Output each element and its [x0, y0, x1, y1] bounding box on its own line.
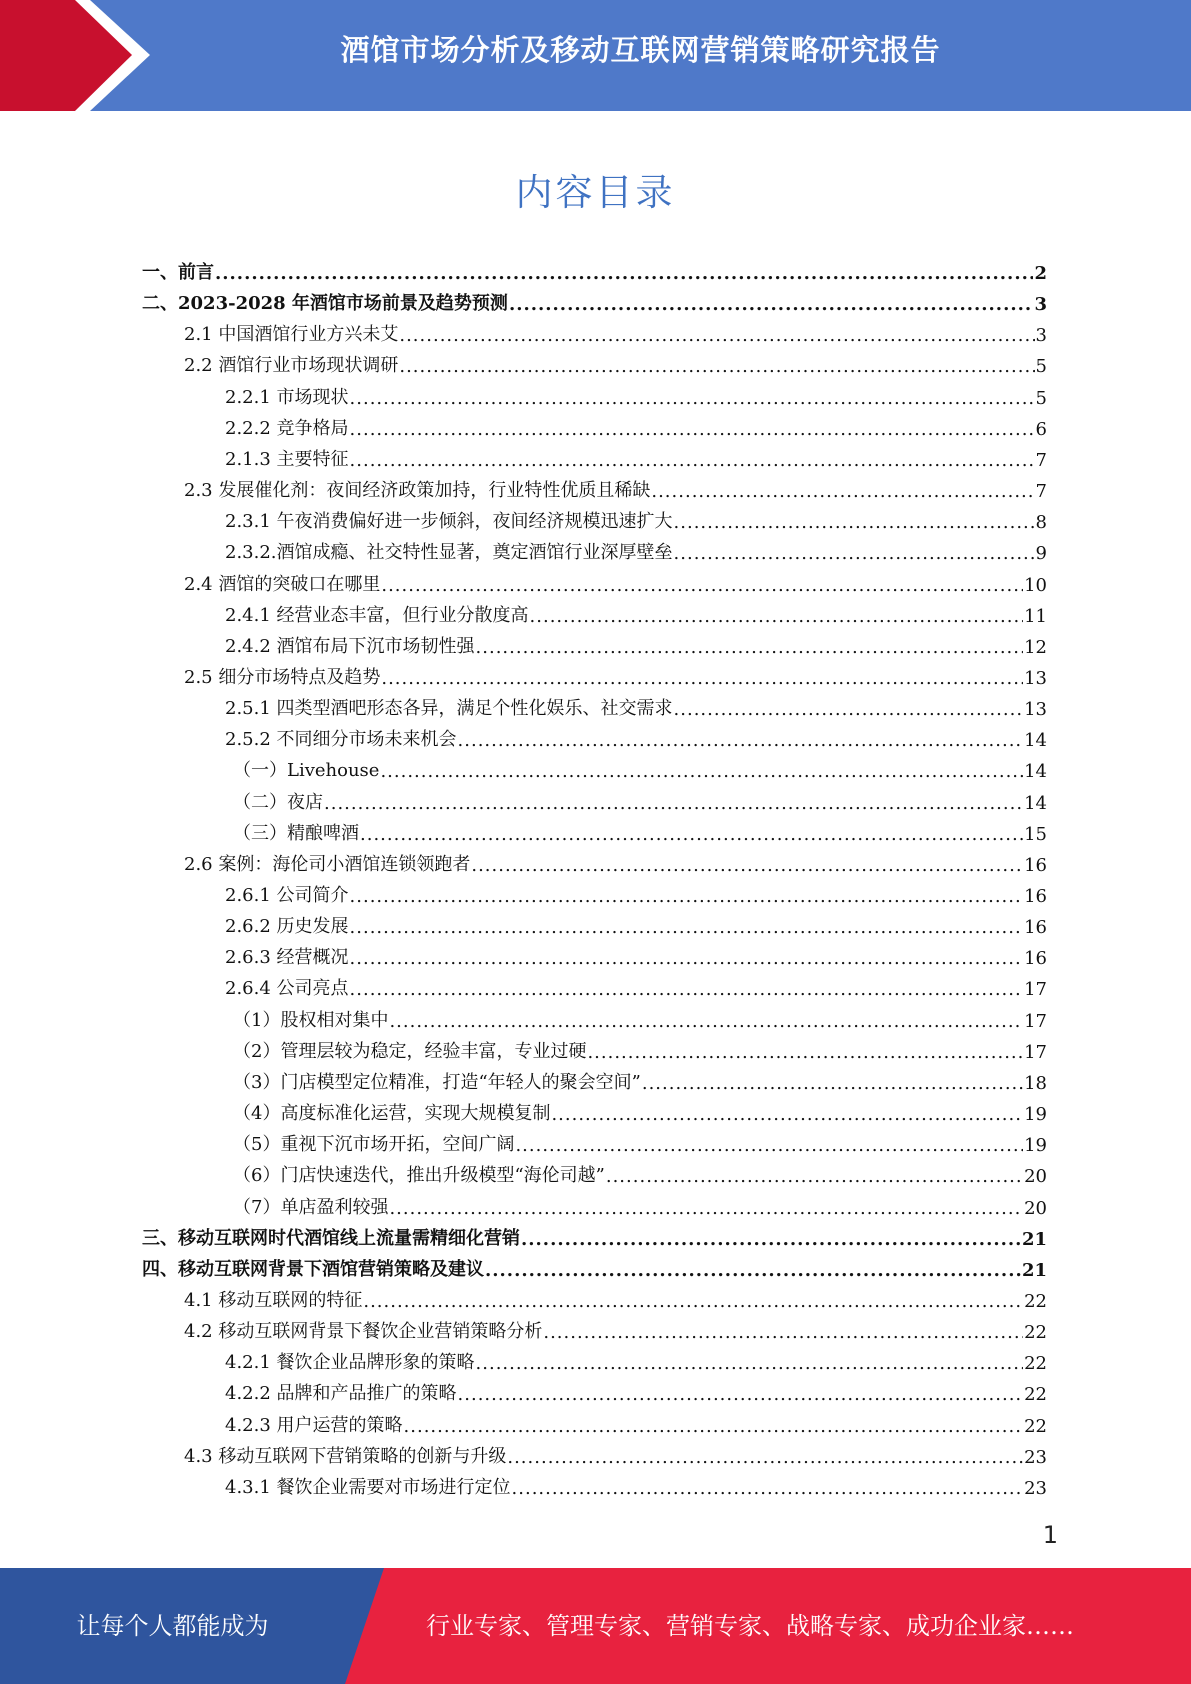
- toc-entry[interactable]: [233, 783, 1047, 814]
- toc-entry-label: 2.3.2.酒馆成瘾、社交特性显著，奠定酒馆行业深厚壁垒: [225, 542, 673, 563]
- toc-entry-label: （5）重视下沉市场开拓，空间广阔: [233, 1134, 515, 1155]
- toc-entry-page: 13: [1024, 699, 1047, 720]
- toc-dot-leader: [512, 1478, 1024, 1499]
- toc-entry-page: 16: [1024, 855, 1047, 876]
- toc-entry-page: 11: [1024, 606, 1047, 627]
- toc-entry[interactable]: [233, 1156, 1047, 1187]
- toc-entry-label: 2.6.3 经营概况: [225, 947, 349, 968]
- footer-slogan-right: 行业专家、管理专家、营销专家、战略专家、成功企业家……: [426, 1612, 1074, 1640]
- toc-dot-leader: [363, 1291, 1023, 1312]
- toc-entry-page: 3: [1035, 325, 1047, 346]
- toc-entry-page: 22: [1024, 1384, 1047, 1405]
- toc-entry-label: （7）单店盈利较强: [233, 1197, 389, 1218]
- toc-entry[interactable]: [184, 1312, 1047, 1343]
- toc-entry-page: 23: [1024, 1447, 1047, 1468]
- report-title: 酒馆市场分析及移动互联网营销策略研究报告: [340, 33, 941, 67]
- toc-entry-label: 2.2 酒馆行业市场现状调研: [184, 355, 399, 376]
- toc-entry-label: 2.5.1 四类型酒吧形态各异，满足个性化娱乐、社交需求: [225, 698, 673, 719]
- toc-entry-page: 17: [1024, 979, 1047, 1000]
- toc-dot-leader: [642, 1073, 1023, 1094]
- toc-entry[interactable]: [184, 1437, 1047, 1468]
- toc-dot-leader: [389, 1011, 1023, 1032]
- toc-entry-label: 4.3 移动互联网下营销策略的创新与升级: [184, 1446, 507, 1467]
- toc-dot-leader: [350, 917, 1024, 938]
- toc-entry-page: 5: [1035, 356, 1047, 377]
- toc-entry-label: （2）管理层较为稳定，经验丰富，专业过硬: [233, 1041, 587, 1062]
- toc-entry[interactable]: [184, 845, 1047, 876]
- toc-entry-label: 4.2.1 餐饮企业品牌形象的策略: [225, 1352, 475, 1373]
- toc-dot-leader: [324, 793, 1023, 814]
- toc-entry-label: （三）精酿啤酒: [233, 823, 359, 844]
- toc-entry-label: 2.6.2 历史发展: [225, 916, 349, 937]
- toc-entry-page: 22: [1024, 1416, 1047, 1437]
- toc-entry-page: 10: [1024, 575, 1047, 596]
- toc-entry-label: （二）夜店: [233, 792, 323, 813]
- toc-dot-leader: [350, 948, 1024, 969]
- toc-entry[interactable]: [142, 1219, 1047, 1250]
- toc-entry-label: （6）门店快速迭代，推出升级模型“海伦司越”: [233, 1165, 605, 1186]
- toc-entry[interactable]: [233, 1001, 1047, 1032]
- toc-entry-page: 3: [1034, 294, 1047, 315]
- toc-dot-leader: [674, 543, 1035, 564]
- toc-entry-page: 22: [1024, 1353, 1047, 1374]
- toc-entry-page: 7: [1035, 450, 1047, 471]
- toc-entry-page: 22: [1024, 1322, 1047, 1343]
- toc-entry-page: 22: [1024, 1291, 1047, 1312]
- toc-dot-leader: [674, 512, 1035, 533]
- toc-entry-page: 17: [1024, 1042, 1047, 1063]
- toc-entry-label: 2.2.1 市场现状: [225, 387, 349, 408]
- toc-entry[interactable]: [225, 689, 1047, 720]
- toc-entry[interactable]: [225, 1343, 1047, 1374]
- toc-dot-leader: [521, 1229, 1021, 1250]
- toc-entry[interactable]: [225, 1374, 1047, 1405]
- toc-entry-page: 15: [1024, 824, 1047, 845]
- toc-entry-page: 19: [1024, 1135, 1047, 1156]
- toc-dot-leader: [350, 388, 1035, 409]
- toc-entry[interactable]: [225, 876, 1047, 907]
- toc-dot-leader: [350, 886, 1024, 907]
- toc-entry-label: 2.4.1 经营业态丰富，但行业分散度高: [225, 605, 529, 626]
- toc-entry-page: 8: [1035, 512, 1047, 533]
- toc-dot-leader: [350, 979, 1024, 1000]
- toc-entry[interactable]: [233, 1032, 1047, 1063]
- toc-entry-label: 4.2 移动互联网背景下餐饮企业营销策略分析: [184, 1321, 543, 1342]
- toc-entry[interactable]: [225, 533, 1047, 564]
- toc-dot-leader: [476, 1353, 1024, 1374]
- toc-entry[interactable]: [225, 969, 1047, 1000]
- toc-entry[interactable]: [225, 440, 1047, 471]
- toc-entry[interactable]: [233, 1188, 1047, 1219]
- toc-entry-label: 四、移动互联网背景下酒馆营销策略及建议: [142, 1259, 484, 1280]
- toc-dot-leader: [485, 1260, 1021, 1281]
- toc-entry[interactable]: [184, 565, 1047, 596]
- toc-entry-page: 21: [1021, 1229, 1047, 1250]
- toc-entry-label: 2.3.1 午夜消费偏好进一步倾斜，夜间经济规模迅速扩大: [225, 511, 673, 532]
- toc-entry-label: （3）门店模型定位精准，打造“年轻人的聚会空间”: [233, 1072, 641, 1093]
- toc-entry-label: 2.1 中国酒馆行业方兴未艾: [184, 324, 399, 345]
- toc-entry-page: 13: [1024, 668, 1047, 689]
- toc-entry[interactable]: [233, 1094, 1047, 1125]
- toc-dot-leader: [587, 1042, 1023, 1063]
- toc-entry-page: 6: [1035, 419, 1047, 440]
- toc-entry-label: 二、2023-2028 年酒馆市场前景及趋势预测: [142, 293, 508, 314]
- toc-entry-page: 7: [1035, 481, 1047, 502]
- toc-dot-leader: [350, 419, 1035, 440]
- document-header: [0, 0, 1191, 111]
- toc-entry[interactable]: [225, 1468, 1047, 1499]
- toc-entry-label: 4.2.2 品牌和产品推广的策略: [225, 1383, 457, 1404]
- toc-dot-leader: [530, 606, 1024, 627]
- toc-entry[interactable]: [225, 907, 1047, 938]
- footer-slogan-left: 让每个人都能成为: [76, 1612, 269, 1640]
- toc-entry[interactable]: [184, 658, 1047, 689]
- toc-heading: 内容目录: [515, 171, 676, 214]
- toc-entry-label: （一）Livehouse: [233, 760, 380, 781]
- toc-entry-page: 5: [1035, 388, 1047, 409]
- toc-entry[interactable]: [225, 720, 1047, 751]
- toc-entry[interactable]: [142, 284, 1047, 315]
- toc-entry-page: 17: [1024, 1011, 1047, 1032]
- toc-entry-label: 4.1 移动互联网的特征: [184, 1290, 363, 1311]
- toc-dot-leader: [404, 1416, 1024, 1437]
- toc-entry-page: 9: [1035, 543, 1047, 564]
- toc-dot-leader: [543, 1322, 1023, 1343]
- toc-entry-label: 2.2.2 竞争格局: [225, 418, 349, 439]
- toc-entry-label: 2.1.3 主要特征: [225, 449, 349, 470]
- toc-entry-label: 2.5 细分市场特点及趋势: [184, 667, 381, 688]
- toc-dot-leader: [458, 1384, 1024, 1405]
- toc-entry-page: 2: [1034, 263, 1047, 284]
- toc-entry[interactable]: [233, 814, 1047, 845]
- toc-entry-label: 4.2.3 用户运营的策略: [225, 1415, 403, 1436]
- toc-dot-leader: [381, 575, 1023, 596]
- toc-entry[interactable]: [225, 502, 1047, 533]
- toc-entry-page: 14: [1024, 730, 1047, 751]
- toc-entry-page: 21: [1021, 1260, 1047, 1281]
- toc-entry-page: 20: [1024, 1166, 1047, 1187]
- toc-entry-label: 4.3.1 餐饮企业需要对市场进行定位: [225, 1477, 511, 1498]
- toc-entry-label: 2.5.2 不同细分市场未来机会: [225, 729, 457, 750]
- toc-entry[interactable]: [142, 1250, 1047, 1281]
- toc-entry-label: 2.6 案例：海伦司小酒馆连锁领跑者: [184, 854, 471, 875]
- toc-dot-leader: [381, 668, 1023, 689]
- toc-dot-leader: [515, 1135, 1023, 1156]
- toc-entry-page: 19: [1024, 1104, 1047, 1125]
- toc-entry-page: 12: [1024, 637, 1047, 658]
- toc-dot-leader: [389, 1198, 1023, 1219]
- toc-entry-label: 一、前言: [142, 262, 214, 283]
- toc-dot-leader: [651, 481, 1034, 502]
- toc-entry-page: 14: [1024, 761, 1047, 782]
- toc-dot-leader: [507, 1447, 1023, 1468]
- toc-dot-leader: [360, 824, 1023, 845]
- toc-entry-label: 2.6.4 公司亮点: [225, 978, 349, 999]
- toc-entry-page: 16: [1024, 948, 1047, 969]
- toc-dot-leader: [471, 855, 1023, 876]
- toc-entry-label: 2.3 发展催化剂：夜间经济政策加持，行业特性优质且稀缺: [184, 480, 651, 501]
- toc-entry[interactable]: [225, 378, 1047, 409]
- toc-entry-label: （1）股权相对集中: [233, 1010, 389, 1031]
- toc-entry-page: 16: [1024, 886, 1047, 907]
- toc-dot-leader: [674, 699, 1024, 720]
- toc-entry[interactable]: [225, 596, 1047, 627]
- toc-entry-label: 三、移动互联网时代酒馆线上流量需精细化营销: [142, 1228, 520, 1249]
- toc-entry[interactable]: [233, 1125, 1047, 1156]
- toc-entry[interactable]: [225, 1406, 1047, 1437]
- toc-dot-leader: [215, 263, 1033, 284]
- toc-entry[interactable]: [184, 1281, 1047, 1312]
- toc-entry-label: 2.6.1 公司简介: [225, 885, 349, 906]
- toc-entry[interactable]: [233, 1063, 1047, 1094]
- toc-entry[interactable]: [184, 346, 1047, 377]
- toc-entry[interactable]: [142, 253, 1047, 284]
- toc-dot-leader: [458, 730, 1024, 751]
- toc-entry[interactable]: [225, 627, 1047, 658]
- header-arrow-decoration: [0, 0, 160, 111]
- toc-entry-page: 14: [1024, 793, 1047, 814]
- page-number: 1: [1042, 1521, 1058, 1549]
- toc-dot-leader: [606, 1166, 1023, 1187]
- toc-dot-leader: [476, 637, 1024, 658]
- toc-entry[interactable]: [184, 471, 1047, 502]
- toc-entry[interactable]: [233, 751, 1047, 782]
- toc-dot-leader: [350, 450, 1035, 471]
- toc-dot-leader: [380, 761, 1023, 782]
- document-footer: [0, 1568, 1191, 1684]
- toc-entry[interactable]: [225, 409, 1047, 440]
- toc-entry-page: 18: [1024, 1073, 1047, 1094]
- toc-entry-page: 23: [1024, 1478, 1047, 1499]
- toc-dot-leader: [509, 294, 1034, 315]
- toc-entry-page: 16: [1024, 917, 1047, 938]
- toc-entry-page: 20: [1024, 1198, 1047, 1219]
- toc-entry-label: 2.4 酒馆的突破口在哪里: [184, 574, 381, 595]
- toc-entry-label: 2.4.2 酒馆布局下沉市场韧性强: [225, 636, 475, 657]
- toc-dot-leader: [399, 356, 1034, 377]
- toc-dot-leader: [399, 325, 1034, 346]
- toc-dot-leader: [551, 1104, 1023, 1125]
- toc-entry[interactable]: [225, 938, 1047, 969]
- toc-entry-label: （4）高度标准化运营，实现大规模复制: [233, 1103, 551, 1124]
- toc-entry[interactable]: [184, 315, 1047, 346]
